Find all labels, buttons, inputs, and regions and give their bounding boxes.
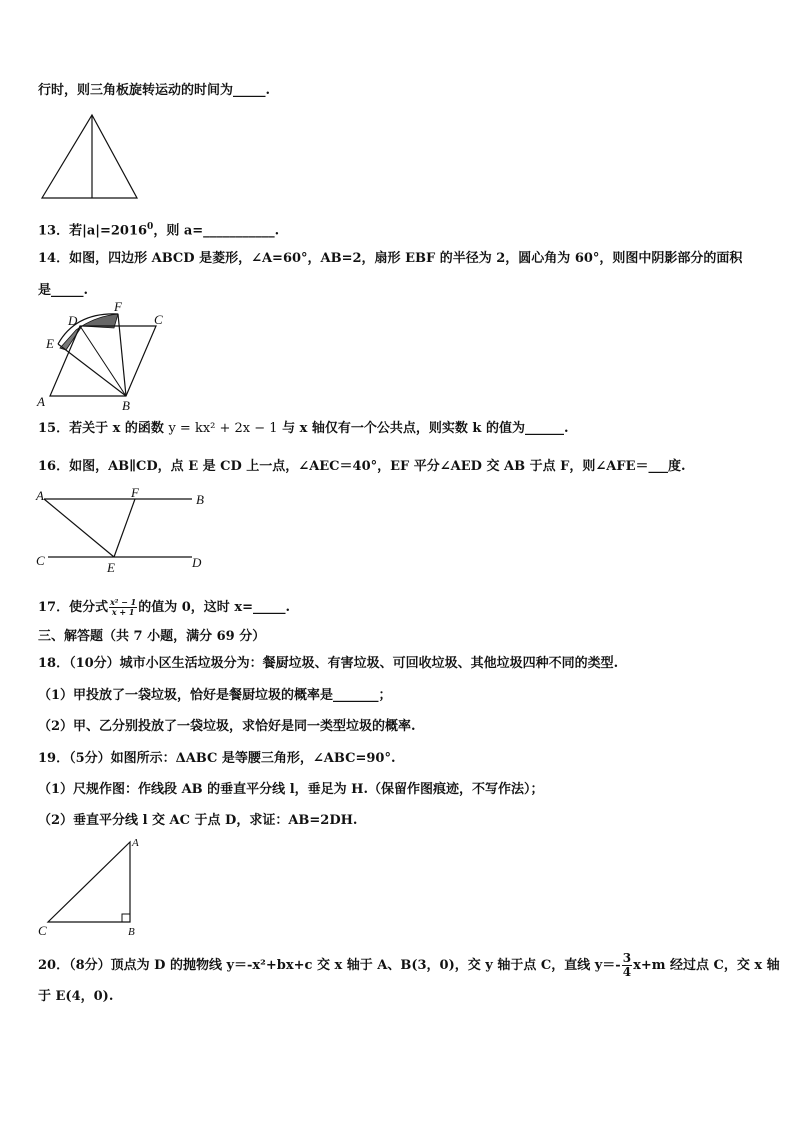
q14-segment-db [80, 326, 126, 396]
q18-stem: 18．（10分）城市小区生活垃圾分为：餐厨垃圾、有害垃圾、可回收垃圾、其他垃圾四种不同的类型. [38, 656, 619, 671]
q16-label-c: C [36, 553, 45, 568]
q15-prefix: 15．若关于 x 的函数 [38, 421, 164, 436]
q14-radius-be [58, 344, 126, 396]
q14-label-c: C [154, 312, 163, 327]
q18-part1: （1）甲投放了一袋垃圾，恰好是餐厨垃圾的概率是_______； [38, 688, 392, 703]
q19-right-triangle-figure [32, 832, 152, 942]
q18-part2: （2）甲、乙分别投放了一袋垃圾，求恰好是同一类型垃圾的概率. [38, 719, 416, 734]
q17-denominator: x + 1 [111, 607, 135, 617]
q14-label-e: E [46, 336, 54, 351]
q19-label-c: C [38, 923, 47, 938]
q16-segment-ae [44, 499, 114, 557]
q15-suffix: 与 x 轴仅有一个公共点，则实数 k 的值为______. [282, 421, 569, 436]
q19-label-b: B [128, 926, 135, 938]
q13-exponent: 0 [147, 222, 154, 232]
q16-segment-ef [114, 499, 135, 557]
q17-prefix: 17．使分式 [38, 600, 109, 615]
q17-fraction [109, 598, 137, 617]
q17-text [38, 598, 290, 617]
q15-text [38, 420, 568, 438]
q16-label-a: A [36, 488, 44, 503]
q16-label-b: B [196, 492, 204, 507]
q14-label-a: A [37, 394, 45, 409]
q19-stem: 19．（5分）如图所示：ΔABC 是等腰三角形，∠ABC=90°. [38, 751, 396, 766]
q20-part1: 20．（8分）顶点为 D 的抛物线 y＝-x²+bx+c 交 x 轴于 A、B(3，0)，交 y 轴于点 C，直线 y＝- [38, 958, 621, 973]
q20-line2: 于 E(4，0). [38, 989, 114, 1004]
q13-prefix: 13．若|a|=2016 [38, 223, 148, 239]
section-3-heading: 三、解答题（共 7 小题，满分 69 分） [38, 629, 266, 644]
q19-triangle-abc [48, 842, 130, 922]
q20-line1 [38, 952, 780, 979]
q19-right-angle-mark [122, 914, 130, 922]
q14-rhombus-figure [32, 298, 172, 413]
q16-label-f: F [131, 485, 139, 500]
q14-label-f: F [114, 299, 122, 314]
q16-label-e: E [107, 560, 115, 575]
q15-function: y = kx² + 2x − 1 [168, 421, 278, 436]
q19-part1: （1）尺规作图：作线段 AB 的垂直平分线 l，垂足为 H.（保留作图痕迹，不写作法）； [38, 782, 544, 797]
q17-numerator: x² − 1 [110, 597, 137, 607]
q14-line1: 14．如图，四边形 ABCD 是菱形，∠A=60°，AB=2，扇形 EBF 的半径为 2，圆心角为 60°，则图中阴影部分的面积 [38, 251, 743, 266]
q19-part2: （2）垂直平分线 l 交 AC 于点 D，求证：AB=2DH. [38, 813, 358, 828]
q17-suffix: 的值为 0，这时 x=_____. [138, 600, 290, 615]
q13-suffix: ，则 a=___________. [153, 223, 280, 239]
q12-outer-triangle [42, 115, 137, 198]
q12-triangle-figure [38, 110, 148, 205]
q14-line2: 是_____. [38, 283, 89, 298]
q16-label-d: D [192, 555, 202, 570]
q16-text: 16．如图，AB∥CD，点 E 是 CD 上一点，∠AEC＝40°，EF 平分∠AED 交 AB 于点 F，则∠AFE＝___度. [38, 459, 686, 474]
q20-fraction-numerator: 3 [622, 951, 632, 965]
q12-tail-text: 行时，则三角板旋转运动的时间为_____. [38, 83, 271, 98]
q20-fraction [622, 952, 632, 979]
q16-parallel-lines-figure [32, 485, 212, 575]
q19-label-a: A [132, 837, 139, 849]
q14-label-d: D [68, 313, 78, 328]
q20-part2: x+m 经过点 C，交 x 轴 [633, 958, 780, 973]
q13-text [38, 218, 279, 240]
q14-label-b: B [122, 398, 130, 413]
q20-fraction-denominator: 4 [622, 965, 632, 979]
